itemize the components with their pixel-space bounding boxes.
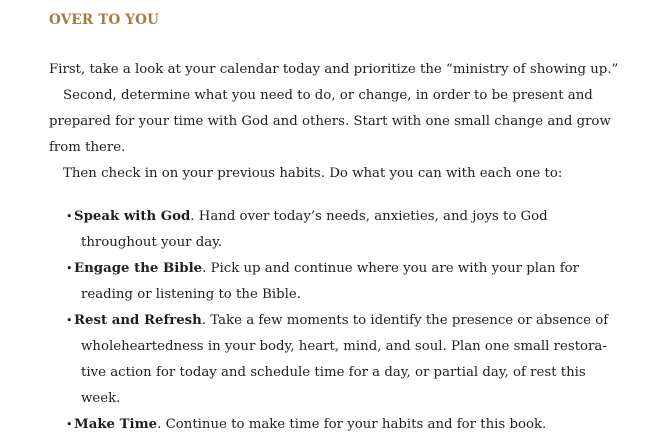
bullet-marker: • [66, 210, 73, 223]
item-text: . Continue to make time for your habits and for this book. [157, 417, 547, 432]
list-item [49, 308, 619, 412]
list-item [49, 204, 619, 256]
bullet-marker: • [66, 418, 73, 431]
bullet-marker: • [66, 314, 73, 327]
item-text: . Pick up and continue where you are with your plan for reading or listening to the Bible. [81, 261, 580, 302]
item-lead: Make Time [74, 417, 158, 432]
item-lead: Speak with God [74, 209, 191, 224]
paragraph-third: Then check in on your previous habits. Do what you can with each one to: [63, 166, 563, 181]
item-lead: Engage the Bible [74, 261, 203, 276]
section-heading: OVER TO YOU [49, 12, 160, 28]
item-lead: Rest and Refresh [74, 313, 202, 328]
item-text: . Hand over today’s needs, anxieties, and joys to God throughout your day. [81, 209, 548, 250]
item-text: . Take a few moments to identify the presence or absence of wholeheartedness in your body, heart, mind, and soul. Plan one small restora-tive action for today and schedule time for a day, or partial day, of rest this week. [81, 313, 609, 406]
habit-list [49, 204, 619, 438]
list-item [49, 412, 619, 438]
bullet-marker: • [66, 262, 73, 275]
paragraph-second: Second, determine what you need to do, or change, in order to be present and prepared for your time with God and others. Start with one small change and grow from there. [49, 88, 611, 155]
list-item [49, 256, 619, 308]
paragraph-first: First, take a look at your calendar today and prioritize the “ministry of showing up.” [49, 62, 619, 77]
